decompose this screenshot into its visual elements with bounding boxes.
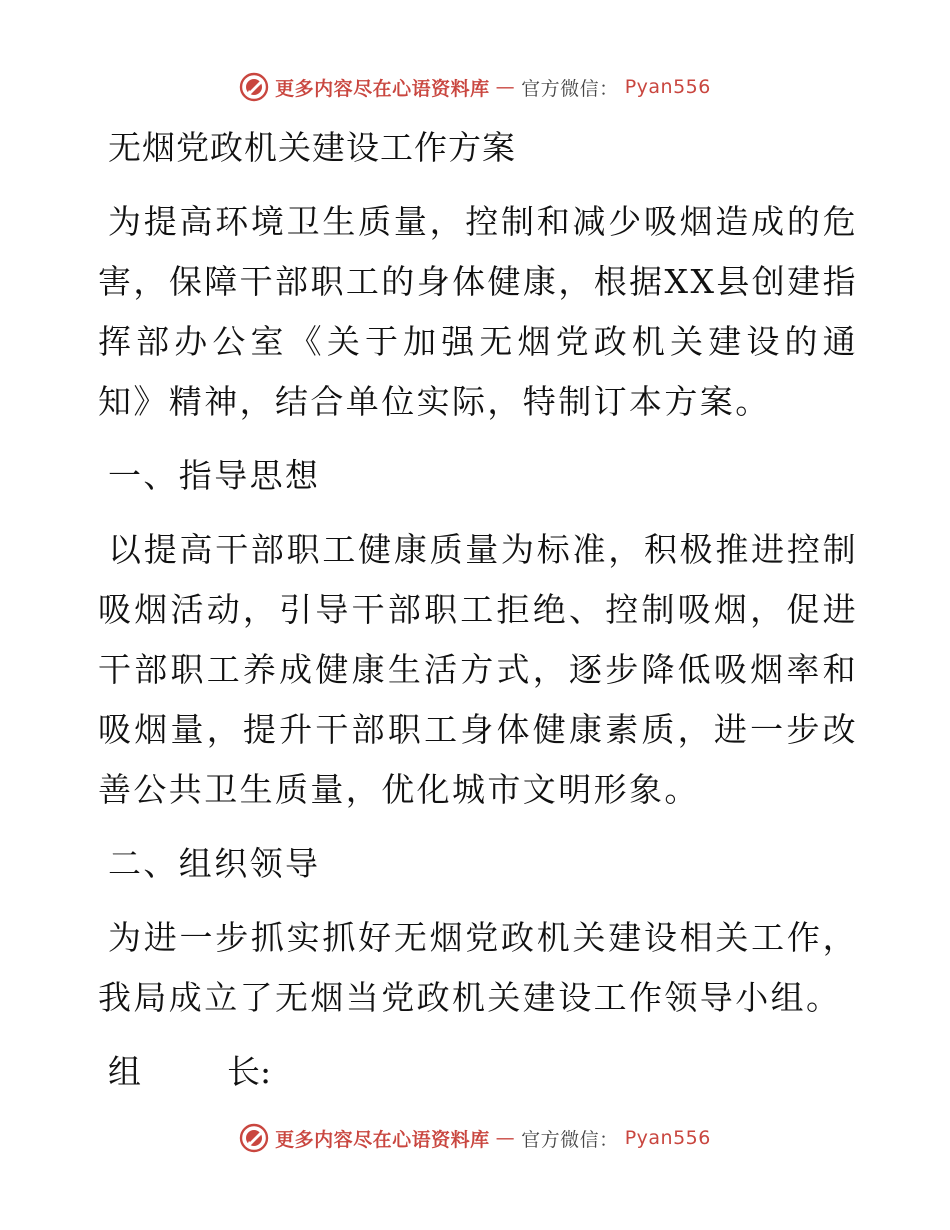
role-label-part-1: 组	[108, 1052, 141, 1091]
guiding-ideology-paragraph: 以提高干部职工健康质量为标准，积极推进控制吸烟活动，引导干部职工拒绝、控制吸烟，促进干部职工养成健康生活方式，逐步降低吸烟率和吸烟量，提升干部职工身体健康素质，进一步改善公共卫生质量，优化城市文明形象。	[98, 530, 858, 809]
header-watermark	[0, 72, 950, 102]
footer-watermark	[0, 1123, 950, 1153]
organization-paragraph: 为进一步抓实抓好无烟党政机关建设相关工作，我局成立了无烟当党政机关建设工作领导小组。	[98, 918, 858, 1017]
document-title: 无烟党政机关建设工作方案	[108, 128, 516, 167]
intro-paragraph: 为提高环境卫生质量，控制和减少吸烟造成的危害，保障干部职工的身体健康，根据XX县创建指挥部办公室《关于加强无烟党政机关建设的通知》精神，结合单位实际，特制订本方案。	[98, 202, 858, 421]
watermark-wechat-id: Pyan556	[624, 1127, 711, 1149]
watermark-main-text: 更多内容尽在心语资料库	[275, 1128, 490, 1151]
pen-logo-icon	[239, 1123, 269, 1153]
watermark-wechat-label: 官方微信：	[521, 77, 619, 100]
role-label-part-2: 长:	[227, 1052, 272, 1091]
role-line-leader	[98, 1042, 858, 1102]
watermark-main-text: 更多内容尽在心语资料库	[275, 77, 490, 100]
section-heading-organization: 二、组织领导	[108, 844, 321, 883]
watermark-dash: —	[495, 1127, 516, 1149]
document-body	[98, 118, 858, 1102]
watermark-wechat-label: 官方微信：	[521, 1128, 619, 1151]
watermark-dash: —	[495, 76, 516, 98]
section-heading-guiding-ideology: 一、指导思想	[108, 456, 321, 495]
pen-logo-icon	[239, 72, 269, 102]
watermark-wechat-id: Pyan556	[624, 76, 711, 98]
